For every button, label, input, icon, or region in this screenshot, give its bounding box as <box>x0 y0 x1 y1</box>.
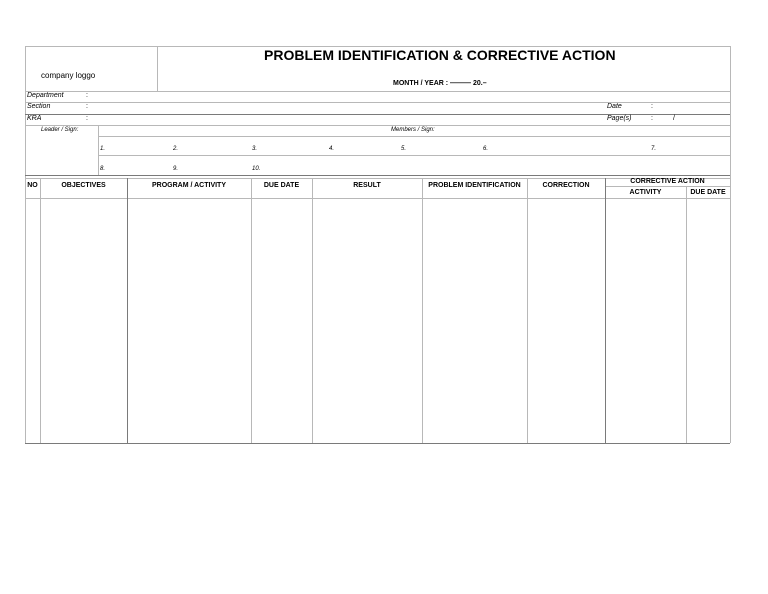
col-header-due-date: DUE DATE <box>263 182 300 189</box>
department-colon: : <box>86 92 88 99</box>
member-slot[interactable]: 1. <box>100 146 106 152</box>
col-header-ca-due-date: DUE DATE <box>690 189 726 196</box>
pages-label: Page(s) <box>607 115 632 122</box>
member-slot[interactable]: 7. <box>651 146 657 152</box>
pages-colon: : <box>651 115 653 122</box>
page-title: PROBLEM IDENTIFICATION & CORRECTIVE ACTION <box>264 47 616 63</box>
department-label: Department <box>27 92 64 99</box>
col-header-program-activity: PROGRAM / ACTIVITY <box>151 182 227 189</box>
info-line-3 <box>25 125 730 126</box>
leader-divider <box>98 125 99 175</box>
col-header-ca-activity: ACTIVITY <box>629 189 662 196</box>
col-header-correction: CORRECTION <box>542 182 590 189</box>
month-year-field[interactable]: MONTH / YEAR : ——— 20.– <box>393 80 487 87</box>
table-bottom-line <box>25 443 730 444</box>
kra-label: KRA <box>27 115 42 122</box>
member-slot[interactable]: 6. <box>483 146 489 152</box>
info-line-1 <box>25 102 730 103</box>
date-label: Date <box>607 103 622 110</box>
member-slot[interactable]: 2. <box>173 146 179 152</box>
member-slot[interactable]: 10. <box>252 166 261 172</box>
col-header-no: NO <box>27 182 38 189</box>
col-header-result: RESULT <box>353 182 381 189</box>
pages-separator: / <box>673 115 675 122</box>
section-colon: : <box>86 103 88 110</box>
col-header-objectives: OBJECTIVES <box>61 182 106 189</box>
member-slot[interactable]: 8. <box>100 166 106 172</box>
info-top-line <box>25 91 730 92</box>
col-header-problem-identification: PROBLEM IDENTIFICATION <box>428 182 521 189</box>
member-slot[interactable]: 5. <box>401 146 407 152</box>
logo-divider <box>157 46 158 91</box>
company-logo: company loggo <box>41 71 96 80</box>
member-slot[interactable]: 9. <box>173 166 179 172</box>
members-sign-label: Members / Sign: <box>391 127 435 133</box>
date-colon: : <box>651 103 653 110</box>
members-row-line <box>98 155 730 156</box>
signature-bottom-line <box>25 175 730 176</box>
members-header-line <box>98 136 730 137</box>
section-label: Section <box>27 103 51 110</box>
leader-sign-label: Leader / Sign: <box>41 127 79 133</box>
member-slot[interactable]: 4. <box>329 146 335 152</box>
table-body[interactable] <box>26 199 730 443</box>
kra-colon: : <box>86 115 88 122</box>
right-border <box>730 46 731 443</box>
member-slot[interactable]: 3. <box>252 146 258 152</box>
col-header-corrective-action: CORRECTIVE ACTION <box>630 178 705 185</box>
corrective-action-split <box>605 186 730 187</box>
